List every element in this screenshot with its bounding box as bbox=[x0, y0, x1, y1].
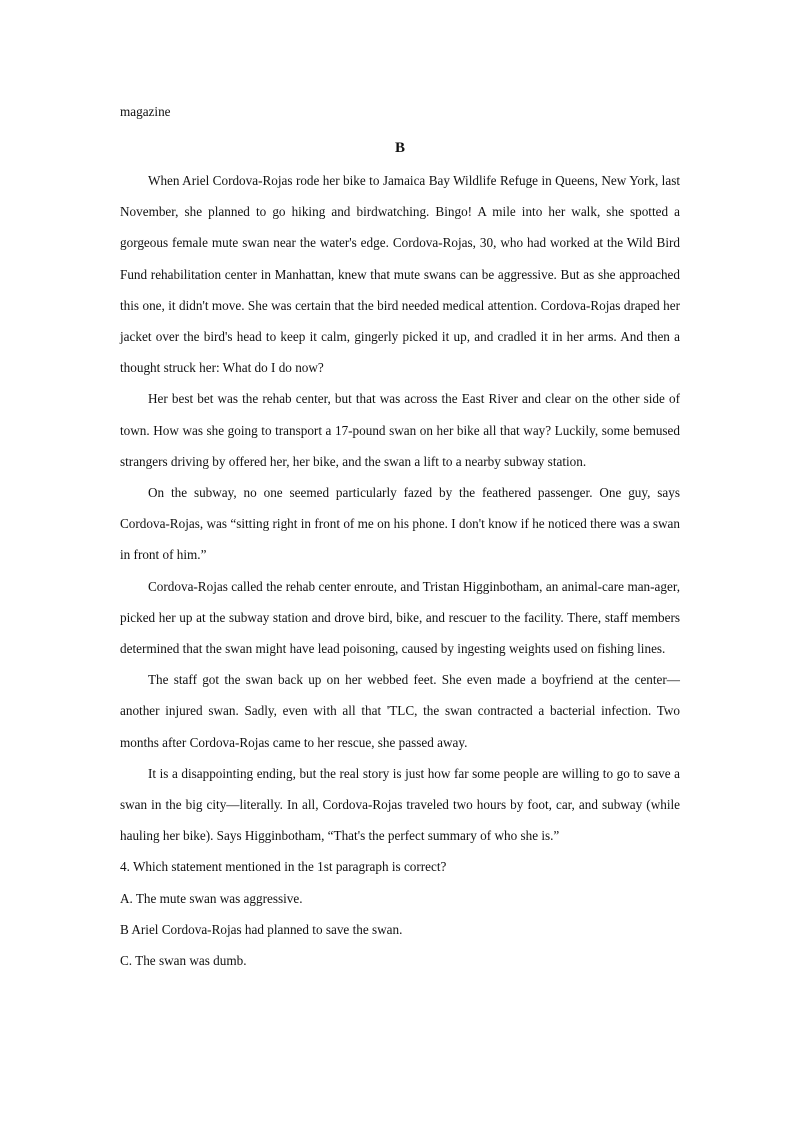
document-page bbox=[120, 102, 680, 976]
passage-paragraph-6: It is a disappointing ending, but the real story is just how far some people are willing to go to save a swan in the big city—literally. In all, Cordova-Rojas traveled two hours by foot, car, and subway (while hauling her bike). Says Higginbotham, “That's the perfect summary of who she is.” bbox=[120, 765, 680, 844]
section-heading: B bbox=[394, 140, 405, 156]
passage-paragraph-1: When Ariel Cordova-Rojas rode her bike to Jamaica Bay Wildlife Refuge in Queens, New York, last November, she planned to go hiking and birdwatching. Bingo! A mile into her walk, she spotted a gorgeous female mute swan near the water's edge. Cordova-Rojas, 30, who had worked at the Wild Bird Fund rehabilitation center in Manhattan, knew that mute swans can be aggressive. But as she approached this one, it didn't move. She was certain that the bird needed medical attention. Cordova-Rojas draped her jacket over the bird's head to keep it calm, gingerly picked it up, and cradled it in her arms. And then a thought struck her: What do I do now? bbox=[120, 173, 680, 376]
passage-paragraph-3: On the subway, no one seemed particularly fazed by the feathered passenger. One guy, says Cordova-Rojas, was “sitting right in front of me on his phone. I don't know if he noticed there was a swan in front of him.” bbox=[120, 485, 680, 563]
option-a: A. The mute swan was aggressive. bbox=[120, 890, 303, 906]
question-block bbox=[120, 851, 680, 976]
source-label: magazine bbox=[120, 104, 171, 119]
passage-paragraph-5: The staff got the swan back up on her webbed feet. She even made a boyfriend at the center—another injured swan. Sadly, even with all that 'TLC, the swan contracted a bacterial infection. Two months after Cordova-Rojas came to her rescue, she passed away. bbox=[120, 672, 680, 750]
option-c: C. The swan was dumb. bbox=[120, 953, 247, 969]
question-stem: 4. Which statement mentioned in the 1st paragraph is correct? bbox=[120, 859, 447, 875]
passage-paragraph-4: Cordova-Rojas called the rehab center enroute, and Tristan Higginbotham, an animal-care man-ager, picked her up at the subway station and drove bird, bike, and rescuer to the facility. There, staff members determined that the swan might have lead poisoning, caused by ingesting weights used on fishing lines. bbox=[120, 578, 680, 657]
passage-paragraph-2: Her best bet was the rehab center, but that was across the East River and clear on the other side of town. How was she going to transport a 17-pound swan on her bike all that way? Luckily, some bemused strangers driving by offered her, her bike, and the swan a lift to a nearby subway station. bbox=[120, 391, 680, 469]
reading-passage bbox=[120, 165, 680, 851]
option-b: B Ariel Cordova-Rojas had planned to save the swan. bbox=[120, 921, 403, 937]
